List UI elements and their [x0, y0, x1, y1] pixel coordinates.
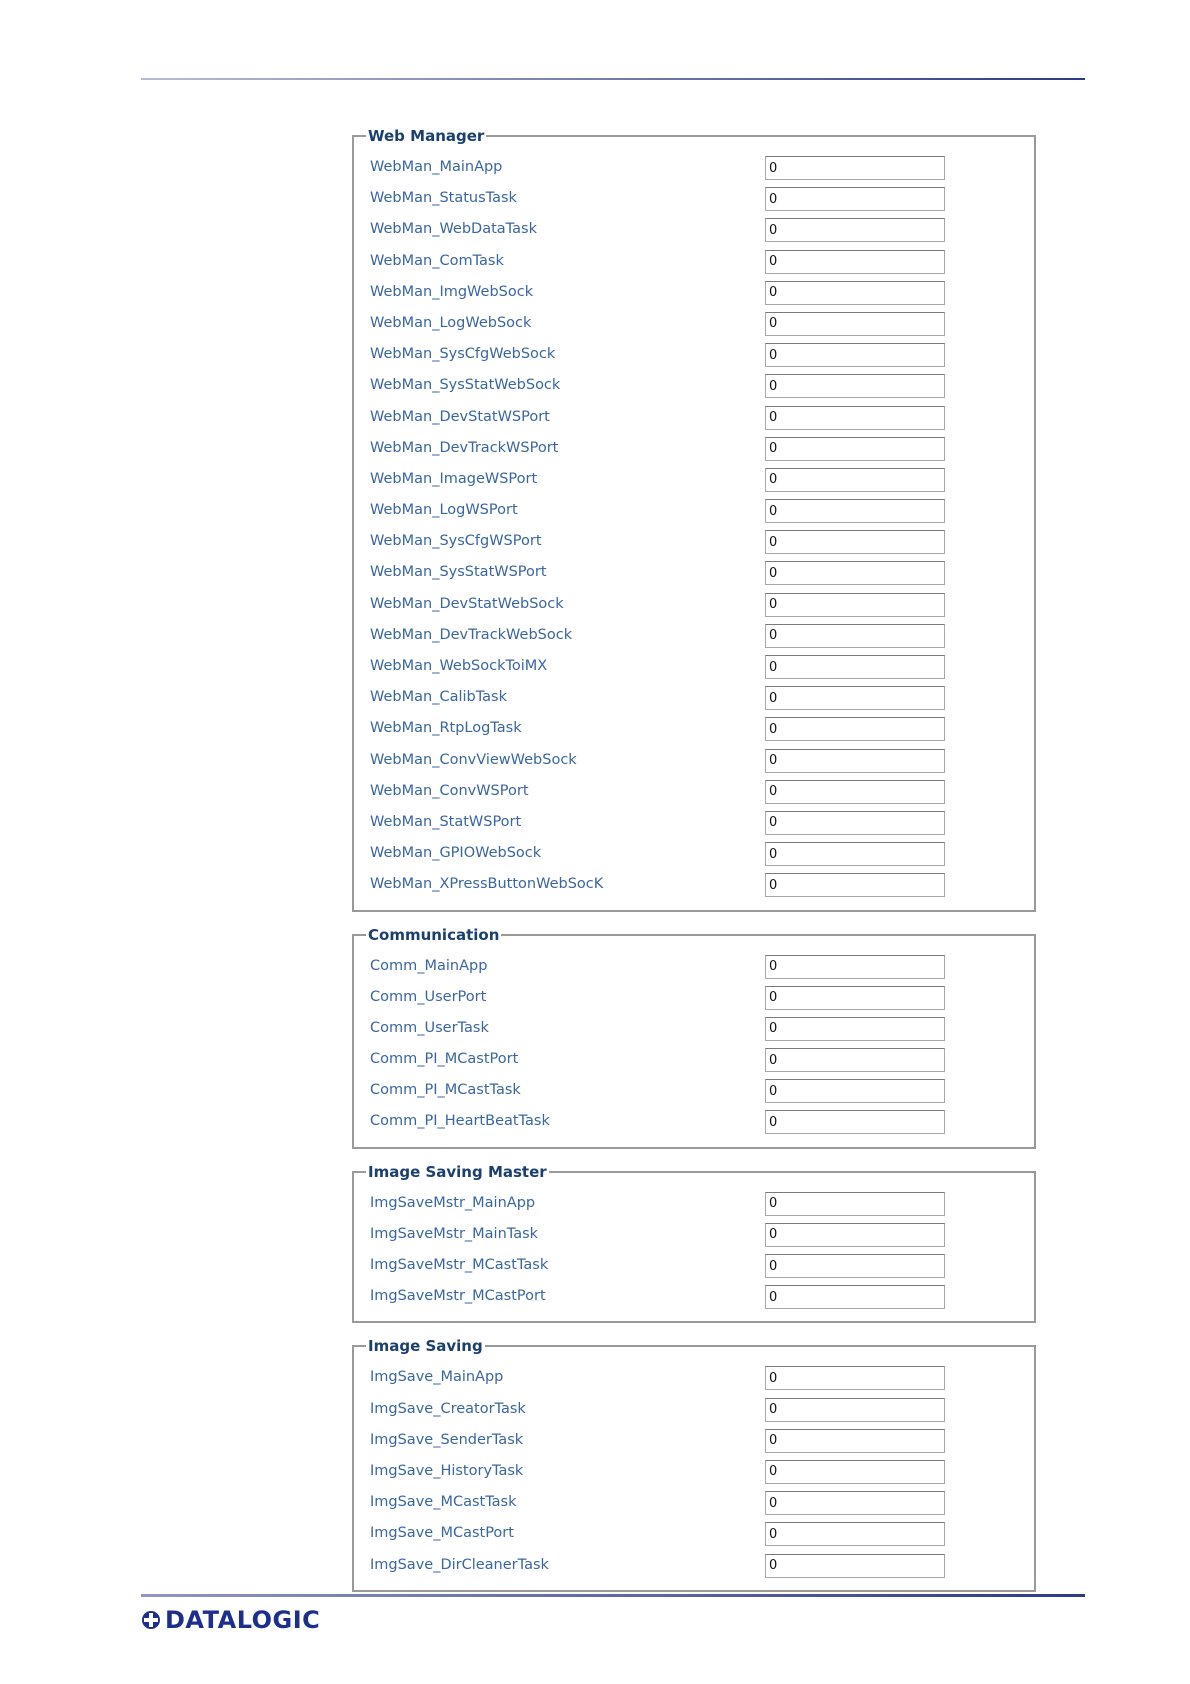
field-row [370, 744, 1018, 775]
field-label: WebMan_ConvWSPort [370, 782, 529, 799]
field-input-comm-usertask[interactable] [765, 1017, 945, 1041]
field-row [370, 868, 1018, 899]
section-title: Web Manager [368, 127, 485, 145]
footer-rule [141, 1594, 1085, 1597]
field-input-imgsave-mainapp[interactable] [765, 1366, 945, 1390]
field-input-imgsave-mcasttask[interactable] [765, 1491, 945, 1515]
field-row [370, 1105, 1018, 1136]
field-label: WebMan_ImgWebSock [370, 283, 534, 300]
field-row [370, 650, 1018, 681]
field-input-webman-comtask[interactable] [765, 250, 945, 274]
datalogic-logo [141, 1606, 320, 1634]
field-input-webman-statustask[interactable] [765, 187, 945, 211]
field-input-imgsavemstr-maintask[interactable] [765, 1223, 945, 1247]
field-row [370, 681, 1018, 712]
field-row [370, 1424, 1018, 1455]
field-input-webman-mainapp[interactable] [765, 156, 945, 180]
field-input-webman-websocktoimx[interactable] [765, 655, 945, 679]
field-input-comm-pi-mcasttask[interactable] [765, 1079, 945, 1103]
section-title: Image Saving Master [368, 1162, 547, 1181]
field-label: WebMan_CalibTask [370, 689, 508, 706]
settings-form [352, 127, 1036, 1606]
field-label: WebMan_StatWSPort [370, 813, 522, 830]
field-input-imgsave-dircleanertask[interactable] [765, 1554, 945, 1578]
field-row [370, 369, 1018, 400]
field-input-webman-sysstatwsport[interactable] [765, 561, 945, 585]
field-label: WebMan_LogWSPort [370, 502, 518, 519]
field-label: WebMan_SysCfgWebSock [370, 346, 556, 363]
field-label: WebMan_XPressButtonWebSocK [370, 876, 604, 893]
field-input-imgsave-creatortask[interactable] [765, 1398, 945, 1422]
field-row [370, 1280, 1018, 1311]
field-label: ImgSaveMstr_MainTask [370, 1225, 539, 1242]
field-input-imgsave-mcastport[interactable] [765, 1522, 945, 1546]
datalogic-logo-mark-icon [141, 1610, 161, 1630]
field-input-webman-convwsport[interactable] [765, 780, 945, 804]
field-row [370, 1249, 1018, 1280]
field-row [370, 950, 1018, 981]
field-input-comm-mainapp[interactable] [765, 955, 945, 979]
field-label: ImgSave_MCastPort [370, 1525, 514, 1542]
field-input-imgsavemstr-mcasttask[interactable] [765, 1254, 945, 1278]
field-input-imgsave-sendertask[interactable] [765, 1429, 945, 1453]
field-row [370, 556, 1018, 587]
field-label: ImgSave_MainApp [370, 1369, 504, 1386]
field-input-webman-sysstatwebsock[interactable] [765, 374, 945, 398]
field-input-webman-imgwebsock[interactable] [765, 281, 945, 305]
field-input-webman-devtrackwebsock[interactable] [765, 624, 945, 648]
section-image-saving-master [352, 1163, 1036, 1324]
field-row [370, 619, 1018, 650]
field-row [370, 1486, 1018, 1517]
field-input-webman-syscfgwebsock[interactable] [765, 343, 945, 367]
field-input-imgsavemstr-mcastport[interactable] [765, 1285, 945, 1309]
field-input-webman-syscfgwsport[interactable] [765, 530, 945, 554]
field-row [370, 151, 1018, 182]
field-label: Comm_UserPort [370, 988, 487, 1005]
field-input-webman-logwebsock[interactable] [765, 312, 945, 336]
datalogic-logo-text: DATALOGIC [165, 1606, 321, 1634]
field-label: WebMan_ComTask [370, 252, 504, 269]
field-label: ImgSave_MCastTask [370, 1494, 517, 1511]
field-label: WebMan_DevTrackWSPort [370, 439, 559, 456]
field-row [370, 1043, 1018, 1074]
field-row [370, 1012, 1018, 1043]
field-input-webman-devtrackwsport[interactable] [765, 437, 945, 461]
field-input-webman-gpiowebsock[interactable] [765, 842, 945, 866]
field-label: Comm_MainApp [370, 957, 488, 974]
field-label: WebMan_SysStatWSPort [370, 564, 547, 581]
field-row [370, 588, 1018, 619]
field-label: ImgSaveMstr_MainApp [370, 1194, 536, 1211]
field-label: WebMan_GPIOWebSock [370, 845, 542, 862]
field-input-webman-logwsport[interactable] [765, 499, 945, 523]
field-label: ImgSave_SenderTask [370, 1431, 524, 1448]
field-label: ImgSave_DirCleanerTask [370, 1556, 549, 1573]
field-row [370, 1549, 1018, 1580]
field-label: WebMan_ConvViewWebSock [370, 751, 577, 768]
field-row [370, 1455, 1018, 1486]
header-rule [141, 78, 1085, 80]
field-row [370, 1517, 1018, 1548]
field-label: WebMan_DevTrackWebSock [370, 626, 573, 643]
field-row [370, 1393, 1018, 1424]
field-label: Comm_UserTask [370, 1019, 489, 1036]
field-row [370, 775, 1018, 806]
field-row [370, 338, 1018, 369]
field-input-webman-xpressbuttonwebsock[interactable] [765, 873, 945, 897]
field-row [370, 463, 1018, 494]
field-input-webman-webdatatask[interactable] [765, 218, 945, 242]
field-label: WebMan_DevStatWebSock [370, 595, 564, 612]
field-input-webman-rtplogtask[interactable] [765, 717, 945, 741]
field-input-webman-calibtask[interactable] [765, 686, 945, 710]
field-row [370, 182, 1018, 213]
section-title: Image Saving [368, 1337, 483, 1356]
field-label: ImgSaveMstr_MCastTask [370, 1257, 549, 1273]
field-label: ImgSave_CreatorTask [370, 1400, 526, 1417]
field-input-comm-userport[interactable] [765, 986, 945, 1010]
field-label: Comm_PI_HeartBeatTask [370, 1113, 550, 1130]
field-label: ImgSave_HistoryTask [370, 1462, 524, 1479]
field-row [370, 525, 1018, 556]
field-input-imgsave-historytask[interactable] [765, 1460, 945, 1484]
field-row [370, 1074, 1018, 1105]
section-communication [352, 926, 1036, 1149]
field-row [370, 494, 1018, 525]
field-row [370, 307, 1018, 338]
field-row [370, 712, 1018, 743]
field-row [370, 213, 1018, 244]
field-input-imgsavemstr-mainapp[interactable] [765, 1192, 945, 1216]
field-input-webman-imagewsport[interactable] [765, 468, 945, 492]
section-image-saving [352, 1337, 1036, 1591]
field-input-webman-convviewwebsock[interactable] [765, 749, 945, 773]
field-label: ImgSaveMstr_MCastPort [370, 1288, 546, 1305]
section-title: Communication [368, 925, 500, 944]
field-row [370, 245, 1018, 276]
field-input-webman-devstatwsport[interactable] [765, 406, 945, 430]
field-label: WebMan_LogWebSock [370, 314, 532, 331]
field-row [370, 806, 1018, 837]
field-row [370, 837, 1018, 868]
field-input-comm-pi-mcastport[interactable] [765, 1048, 945, 1072]
field-row [370, 1361, 1018, 1392]
field-row [370, 1218, 1018, 1249]
field-label: WebMan_SysCfgWSPort [370, 533, 542, 550]
field-label: WebMan_MainApp [370, 159, 503, 175]
section-web-manager [352, 127, 1036, 912]
field-row [370, 1187, 1018, 1218]
field-row [370, 432, 1018, 463]
field-input-webman-devstatwebsock[interactable] [765, 593, 945, 617]
field-input-webman-statwsport[interactable] [765, 811, 945, 835]
field-row [370, 981, 1018, 1012]
field-label: Comm_PI_MCastTask [370, 1082, 521, 1099]
field-row [370, 276, 1018, 307]
field-label: WebMan_DevStatWSPort [370, 408, 550, 425]
field-label: WebMan_RtpLogTask [370, 720, 522, 737]
field-label: WebMan_StatusTask [370, 190, 517, 207]
field-label: WebMan_ImageWSPort [370, 470, 538, 487]
field-row [370, 401, 1018, 432]
field-label: WebMan_WebDataTask [370, 221, 537, 238]
field-label: WebMan_WebSockToiMX [370, 658, 548, 674]
field-input-comm-pi-heartbeattask[interactable] [765, 1110, 945, 1134]
field-label: WebMan_SysStatWebSock [370, 377, 561, 394]
field-label: Comm_PI_MCastPort [370, 1051, 519, 1068]
